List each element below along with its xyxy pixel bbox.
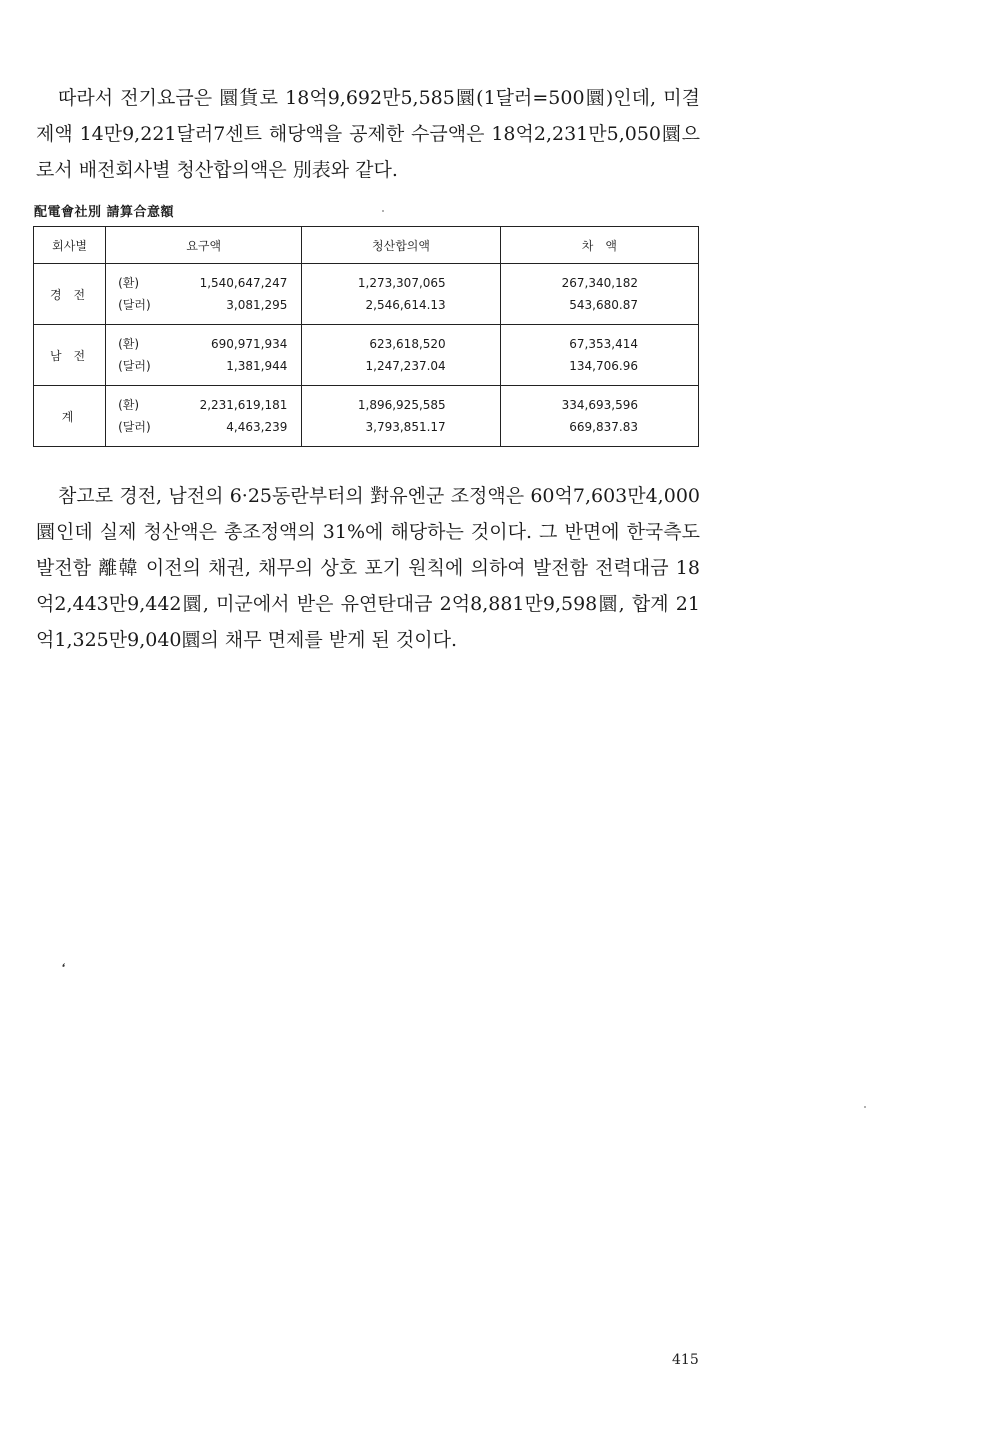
table-title: 配電會社別 請算合意額 <box>34 205 175 220</box>
table-header-row <box>34 227 699 264</box>
table-row-total <box>34 386 699 447</box>
requested-cell <box>106 264 302 325</box>
settlement-hwan: 1,896,925,585 <box>357 398 446 412</box>
header-company: 회사별 <box>34 227 106 264</box>
company-name: 남 전 <box>34 325 106 386</box>
difference-hwan: 267,340,182 <box>561 276 638 290</box>
settlement-dollar: 3,793,851.17 <box>365 420 446 434</box>
settlement-cell <box>302 386 500 447</box>
company-name: 계 <box>34 386 106 447</box>
stray-mark: ❛ <box>58 960 67 975</box>
company-name: 경 전 <box>34 264 106 325</box>
header-requested: 요구액 <box>106 227 302 264</box>
requested-dollar: 1,381,944 <box>226 359 288 373</box>
unit-hwan: (환) <box>118 276 140 290</box>
speck-dot <box>864 1106 866 1108</box>
settlement-dollar: 2,546,614.13 <box>365 298 446 312</box>
header-settlement: 청산합의액 <box>302 227 500 264</box>
difference-cell <box>500 264 698 325</box>
requested-hwan: 1,540,647,247 <box>199 276 288 290</box>
difference-hwan: 67,353,414 <box>569 337 638 351</box>
difference-dollar: 543,680.87 <box>569 298 638 312</box>
settlement-hwan: 1,273,307,065 <box>357 276 446 290</box>
unit-dollar: (달러) <box>118 298 151 312</box>
requested-cell <box>106 325 302 386</box>
body-paragraph-2: 참고로 경전, 남전의 6·25동란부터의 對유엔군 조정액은 60억7,603만4,000圜인데 실제 청산액은 총조정액의 31%에 해당하는 것이다. 그 반면에 한국측도 발전함 離韓 이전의 채권, 채무의 상호 포기 원칙에 의하여 발전함 전력대금 18억2,443만9,442圜, 미군에서 받은 유연탄대금 2억8,881만9,598圜, 합계 21억1,325만9,040圜의 채무 면제를 받게 된 것이다. <box>36 485 700 651</box>
settlement-hwan: 623,618,520 <box>369 337 446 351</box>
unit-hwan: (환) <box>118 398 140 412</box>
settlement-dollar: 1,247,237.04 <box>365 359 446 373</box>
unit-dollar: (달러) <box>118 359 151 373</box>
header-difference: 차 액 <box>500 227 698 264</box>
settlement-cell <box>302 264 500 325</box>
table-row <box>34 325 699 386</box>
settlement-cell <box>302 325 500 386</box>
requested-cell <box>106 386 302 447</box>
difference-dollar: 134,706.96 <box>569 359 638 373</box>
difference-cell <box>500 386 698 447</box>
speck-dot <box>382 210 384 212</box>
difference-cell <box>500 325 698 386</box>
requested-hwan: 690,971,934 <box>211 337 288 351</box>
requested-hwan: 2,231,619,181 <box>199 398 288 412</box>
difference-dollar: 669,837.83 <box>569 420 638 434</box>
unit-dollar: (달러) <box>118 420 151 434</box>
difference-hwan: 334,693,596 <box>561 398 638 412</box>
table-row <box>34 264 699 325</box>
unit-hwan: (환) <box>118 337 140 351</box>
requested-dollar: 4,463,239 <box>226 420 288 434</box>
body-paragraph-1: 따라서 전기요금은 圜貨로 18억9,692만5,585圜(1달러=500圜)인데, 미결제액 14만9,221달러7센트 해당액을 공제한 수금액은 18억2,231만5,050圜으로서 배전회사별 청산합의액은 別表와 같다. <box>36 87 700 181</box>
requested-dollar: 3,081,295 <box>226 298 288 312</box>
page-number: 415 <box>672 1352 699 1368</box>
settlement-table <box>33 226 699 447</box>
